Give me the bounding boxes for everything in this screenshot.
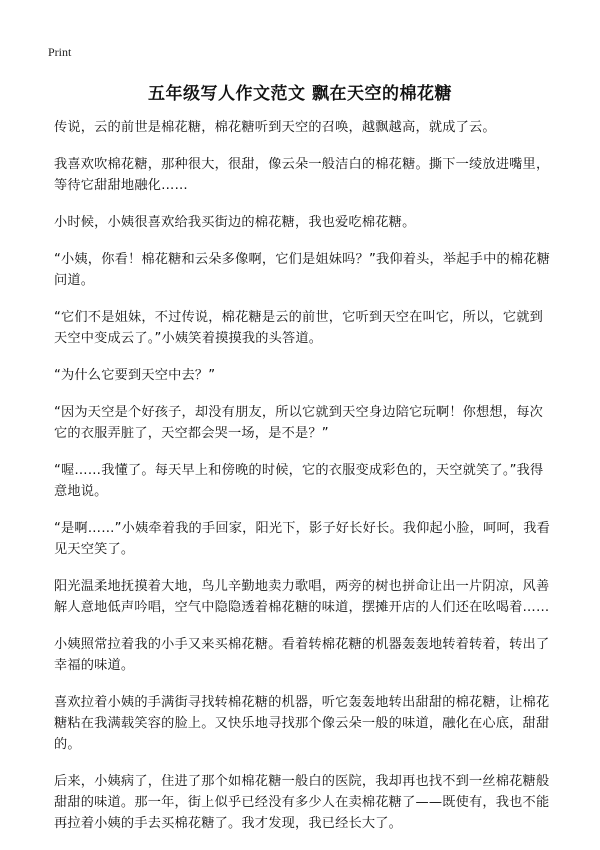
paragraph: “喔……我懂了。每天早上和傍晚的时候，它的衣服变成彩色的，天空就笑了。”我得意地说。 <box>54 463 544 499</box>
paragraph: 我喜欢吹棉花糖，那种很大，很甜，像云朵一般洁白的棉花糖。撕下一绫放进嘴里，等待它甜甜地融化…… <box>54 157 550 193</box>
page-title: 五年级写人作文范文 飘在天空的棉花糖 <box>148 84 452 104</box>
paragraph: “为什么它要到天空中去？” <box>54 368 216 383</box>
paragraph: “它们不是姐妹，不过传说，棉花糖是云的前世，它听到天空在叫它，所以，它就到天空中变成云了。”小姨笑着摸摸我的头答道。 <box>54 310 543 346</box>
paragraph: 喜欢拉着小姨的手满街寻找转棉花糖的机器，听它轰轰地转出甜甜的棉花糖，让棉花糖粘在我满载笑容的脸上。又快乐地寻找那个像云朵一般的味道，融化在心底，甜甜的。 <box>54 695 550 752</box>
paragraph: 阳光温柔地抚摸着大地，鸟儿辛勤地卖力歌唱，两旁的树也拼命让出一片阴凉，风善解人意地低声吟唱，空气中隐隐透着棉花糖的味道，摆摊开店的人们还在吆喝着…… <box>54 579 550 615</box>
print-label: Print <box>48 45 72 59</box>
paragraph: 传说，云的前世是棉花糖，棉花糖听到天空的召唤，越飘越高，就成了云。 <box>54 120 496 135</box>
article-body <box>54 117 550 850</box>
paragraph: 小时候，小姨很喜欢给我买街边的棉花糖，我也爱吃棉花糖。 <box>54 215 416 230</box>
paragraph: 后来，小姨病了，住进了那个如棉花糖一般白的医院，我却再也找不到一丝棉花糖般甜甜的味道。那一年，街上似乎已经没有多少人在卖棉花糖了——既使有，我也不能再拉着小姨的手去买棉花糖了。我才发现，我已经长大了。 <box>54 774 550 831</box>
paragraph: “是啊……”小姨牵着我的手回家，阳光下，影子好长好长。我仰起小脸，呵呵，我看见天空笑了。 <box>54 521 551 557</box>
paragraph: “小姨，你看！棉花糖和云朵多像啊，它们是姐妹吗？”我仰着头，举起手中的棉花糖问道。 <box>54 252 551 288</box>
paragraph: 小姨照常拉着我的小手又来买棉花糖。看着转棉花糖的机器轰轰地转着转着，转出了幸福的味道。 <box>54 637 550 673</box>
paragraph: “因为天空是个好孩子，却没有朋友，所以它就到天空身边陪它玩啊！你想想，每次它的衣服弄脏了，天空都会哭一场，是不是？” <box>54 405 543 441</box>
